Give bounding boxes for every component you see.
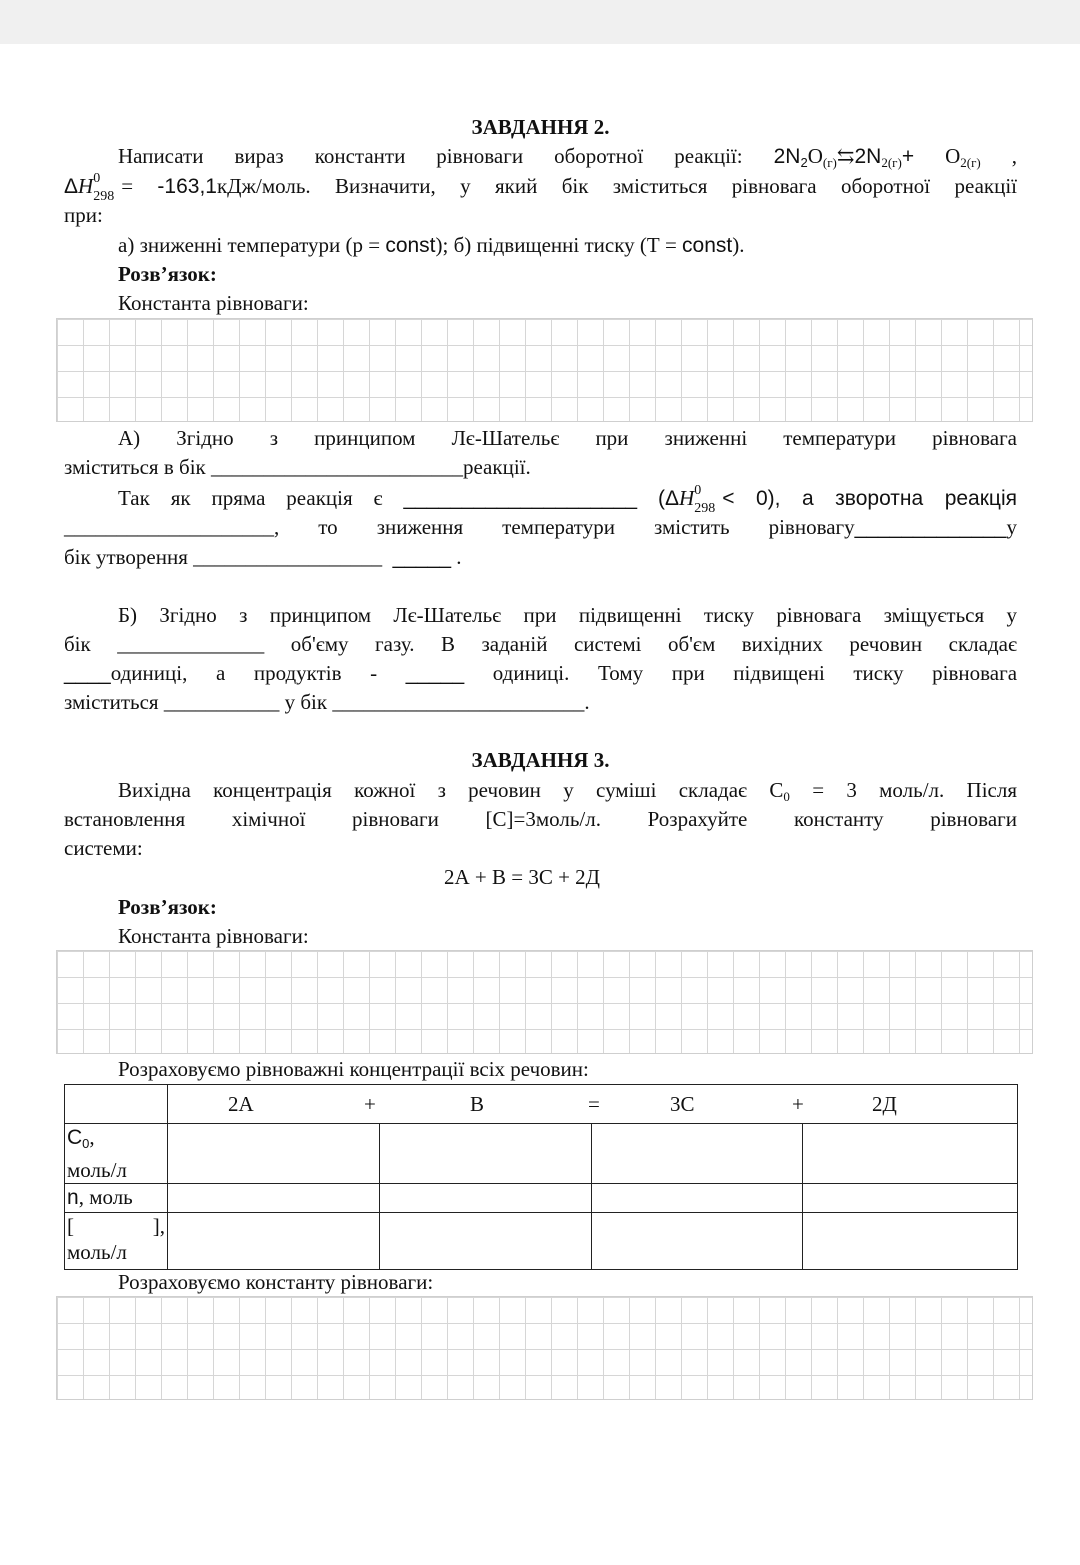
task3-line3: системи: bbox=[64, 836, 143, 860]
task3-solution-label: Розв’язок: bbox=[118, 895, 217, 919]
table-cell[interactable] bbox=[168, 1213, 380, 1270]
partB-blank-3[interactable]: _____ bbox=[405, 662, 465, 685]
partB-blank-4[interactable]: ___________ bbox=[163, 690, 280, 714]
task2-line1 bbox=[64, 142, 1017, 170]
partA-blank-3[interactable]: ____________________ bbox=[64, 515, 274, 539]
table-row bbox=[65, 1124, 1018, 1184]
partA-blank-4[interactable]: _____________ bbox=[854, 516, 1007, 539]
task2-conditions: а) зниженні температури (р = const); б) підвищенні тиску (Т = const). bbox=[118, 233, 745, 257]
table-header-row bbox=[65, 1085, 1018, 1124]
task2-constant-label: Константа рівноваги: bbox=[118, 291, 309, 315]
partA-line5: бік утворення __________________ _____ . bbox=[64, 545, 462, 569]
row-label-initial-conc: $C_0$, моль/л bbox=[65, 1124, 168, 1184]
partA-line4: ____________________, то зниження температури змістить рівновагу_____________у bbox=[64, 515, 1017, 539]
reaction-formula: $2N_2O_{(г)}⇆2N_{2(г)}+ O_{2(г)}$ bbox=[773, 144, 981, 170]
table-equation-header: 2А + В = 3С + 2Д bbox=[168, 1085, 1018, 1124]
table-cell[interactable] bbox=[380, 1124, 592, 1184]
task2-solution-label: Розв’язок: bbox=[118, 262, 217, 286]
task2-line2-rest: Визначити, у який бік зміститься рівновага оборотної реакції bbox=[335, 174, 1018, 198]
table-cell[interactable] bbox=[168, 1184, 380, 1213]
table-cell[interactable] bbox=[380, 1213, 592, 1270]
row-label-moles: n, моль bbox=[65, 1184, 168, 1213]
partA-line1: А) Згідно з принципом Лє-Шательє при зниженні температури рівновага bbox=[118, 426, 1017, 450]
task2-title: ЗАВДАННЯ 2. bbox=[471, 115, 610, 139]
table-cell[interactable] bbox=[592, 1213, 803, 1270]
table-cell[interactable] bbox=[168, 1124, 380, 1184]
task3-final-grid[interactable] bbox=[56, 1296, 1033, 1400]
task3-constant-grid[interactable] bbox=[56, 950, 1033, 1054]
table-cell[interactable] bbox=[592, 1184, 803, 1213]
table-row bbox=[65, 1184, 1018, 1213]
partB-line2: бік ______________ об'єму газу. В заданій системі об'єм вихідних речовин складає bbox=[64, 632, 1018, 656]
partB-line1: Б) Згідно з принципом Лє-Шательє при підвищенні тиску рівновага зміщується у bbox=[118, 603, 1017, 627]
partB-blank-2[interactable]: ____ bbox=[64, 662, 111, 685]
partB-line3: ____одиниці, а продуктів - _____ одиниці. Тому при підвищені тиску рівновага bbox=[64, 661, 1018, 685]
partB-blank-1[interactable]: ______________ bbox=[117, 632, 265, 656]
task3-equation: 2А + В = 3С + 2Д bbox=[443, 865, 601, 889]
partB-blank-5[interactable]: ________________________ bbox=[332, 690, 585, 714]
partA-blank-6[interactable]: _____ bbox=[392, 546, 452, 569]
partA-blank-2[interactable]: ____________________ bbox=[403, 487, 638, 510]
task3-line2: встановлення хімічної рівноваги [С]=3моль/л. Розрахуйте константу рівноваги bbox=[64, 807, 1017, 831]
task3-line1: Вихідна концентрація кожної з речовин у суміші складає $С_0 = 3$ моль/л. Після bbox=[118, 778, 1018, 804]
partB-line4: зміститься ___________ у бік ________________________. bbox=[64, 690, 590, 714]
task2-line2 bbox=[64, 171, 1018, 204]
task2-line3: при: bbox=[64, 203, 103, 227]
table-cell[interactable] bbox=[592, 1124, 803, 1184]
partA-line2: зміститься в бік ________________________реакції. bbox=[64, 455, 531, 479]
enthalpy-expression: ΔH 0 298 = -163,1кДж/моль. bbox=[64, 171, 311, 204]
partA-blank-1[interactable]: ________________________ bbox=[210, 455, 463, 479]
task2-answer-grid[interactable] bbox=[56, 318, 1033, 422]
table-row bbox=[65, 1213, 1018, 1270]
row-label-equilibrium-conc: [ ], моль/л bbox=[65, 1213, 168, 1270]
concentration-table bbox=[64, 1084, 1018, 1270]
task3-calc-label: Розраховуємо рівноважні концентрації всіх речовин: bbox=[118, 1057, 589, 1081]
partA-blank-5[interactable]: __________________ bbox=[193, 545, 383, 569]
task3-title: ЗАВДАННЯ 3. bbox=[471, 748, 610, 772]
reaction-comma: , bbox=[1011, 144, 1018, 168]
viewer-top-bar bbox=[0, 0, 1080, 44]
task3-constant-label: Константа рівноваги: bbox=[118, 924, 309, 948]
table-cell[interactable] bbox=[803, 1213, 1018, 1270]
partA-line3: Так як пряма реакція є ____________________ (ΔH 0 298 < 0), а зворотна реакція bbox=[118, 483, 1017, 516]
table-header-corner bbox=[65, 1085, 168, 1124]
table-cell[interactable] bbox=[803, 1124, 1018, 1184]
table-cell[interactable] bbox=[803, 1184, 1018, 1213]
task2-line1-text: Написати вираз константи рівноваги оборотної реакції: bbox=[118, 144, 743, 168]
task3-final-label: Розраховуємо константу рівноваги: bbox=[118, 1270, 434, 1294]
table-cell[interactable] bbox=[380, 1184, 592, 1213]
